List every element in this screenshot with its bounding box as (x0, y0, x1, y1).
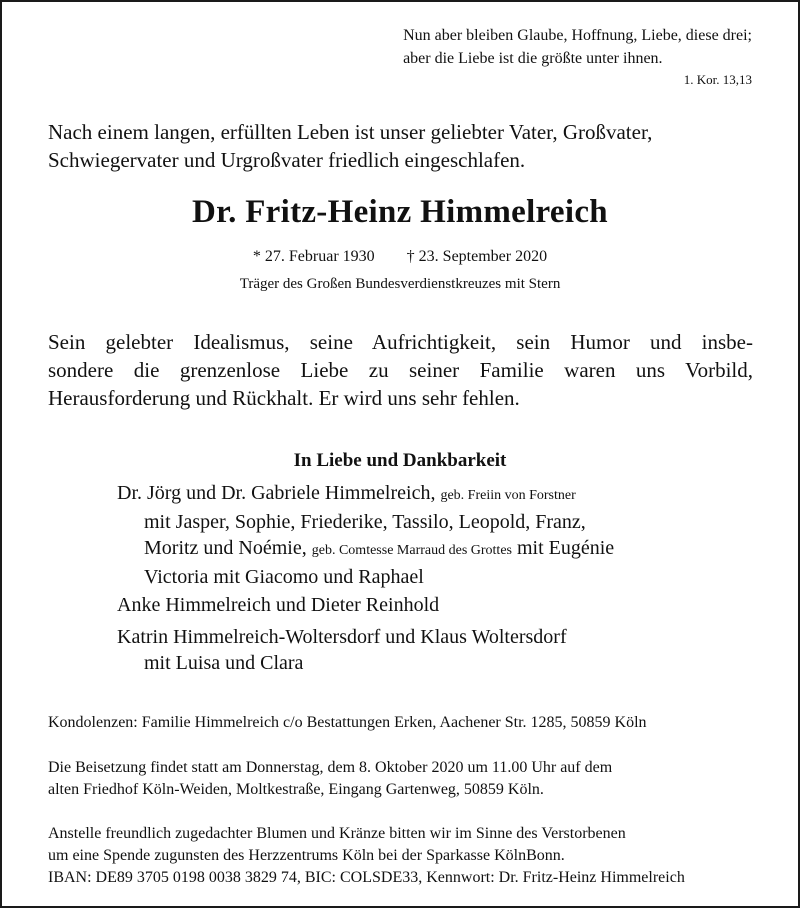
mourners-heading: In Liebe und Dankbarkeit (293, 450, 507, 471)
burial-line-2: alten Friedhof Köln-Weiden, Moltkestraße, Eingang Gartenweg, 50859 Köln. (48, 781, 544, 798)
tribute-line-2: sondere die grenzenlose Liebe zu seiner Familie waren uns Vorbild, (48, 358, 753, 382)
family-group-3 (117, 624, 567, 676)
bible-quote (403, 24, 752, 70)
family-1-line-3-start: Moritz und Noémie, (144, 537, 307, 559)
family-1-line-4: Victoria mit Giacomo und Raphael (144, 566, 424, 588)
tribute-line-3: Herausforderung und Rückhalt. Er wird uns sehr fehlen. (48, 386, 520, 410)
family-3-children: mit Luisa und Clara (144, 652, 304, 674)
deceased-name: Dr. Fritz-Heinz Himmelreich (192, 194, 608, 230)
life-dates (0, 248, 800, 266)
birth-date: * 27. Februar 1930 (252, 248, 375, 265)
family-group-2: Anke Himmelreich und Dieter Reinhold (117, 594, 440, 616)
tribute-text (48, 328, 753, 412)
donation-line-2: um eine Spende zugunsten des Herzzentrums Köln bei der Sparkasse KölnBonn. (48, 847, 565, 864)
family-1-line-3 (117, 535, 614, 564)
intro-text (48, 118, 758, 174)
tribute-line-1: Sein gelebter Idealismus, seine Aufrichtigkeit, sein Humor und insbe- (48, 330, 753, 354)
family-3-name: Katrin Himmelreich-Woltersdorf und Klaus Woltersdorf (117, 626, 567, 648)
death-date: † 23. September 2020 (406, 248, 548, 265)
family-1-name: Dr. Jörg und Dr. Gabriele Himmelreich, (117, 482, 436, 504)
burial-line-1: Die Beisetzung findet statt am Donnerstag, dem 8. Oktober 2020 um 11.00 Uhr auf dem (48, 759, 613, 776)
burial-notice (48, 757, 758, 801)
honor-line: Träger des Großen Bundesverdienstkreuzes mit Stern (239, 276, 561, 292)
donation-line-3: IBAN: DE89 3705 0198 0038 3829 74, BIC: COLSDE33, Kennwort: Dr. Fritz-Heinz Himmelreich (48, 869, 685, 886)
family-1-line-3-end: mit Eugénie (516, 537, 615, 559)
quote-reference: 1. Kor. 13,13 (683, 72, 752, 87)
quote-line-1: Nun aber bleiben Glaube, Hoffnung, Liebe, diese drei; (403, 27, 752, 44)
donation-line-1: Anstelle freundlich zugedachter Blumen und Kränze bitten wir im Sinne des Verstorbenen (48, 825, 626, 842)
intro-line-2: Schwiegervater und Urgroßvater friedlich eingeschlafen. (48, 148, 526, 172)
family-1-line-1 (117, 480, 614, 509)
family-group-1 (117, 480, 614, 590)
quote-line-2: aber die Liebe ist die größte unter ihnen. (403, 50, 663, 67)
family-1-children: mit Jasper, Sophie, Friederike, Tassilo, Leopold, Franz, (144, 511, 586, 533)
family-1-nee: geb. Freiin von Forstner (440, 488, 576, 503)
donation-notice (48, 823, 758, 889)
family-1-nee-2: geb. Comtesse Marraud des Grottes (311, 543, 512, 558)
intro-line-1: Nach einem langen, erfüllten Leben ist unser geliebter Vater, Großvater, (48, 120, 653, 144)
condolences-notice: Kondolenzen: Familie Himmelreich c/o Bestattungen Erken, Aachener Str. 1285, 50859 Köln (48, 714, 647, 731)
